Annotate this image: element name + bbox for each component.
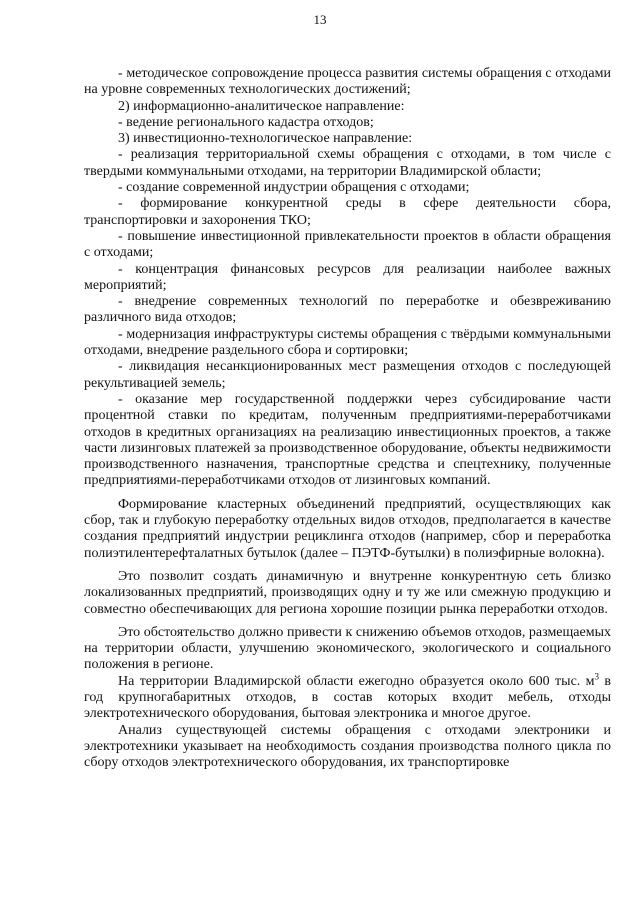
paragraph-bulky-waste	[84, 671, 611, 723]
heading-info-analytical: 2) информационно-аналитическое направление:	[118, 98, 405, 114]
bullet-cadastre: - ведение регионального кадастра отходов;	[118, 114, 374, 130]
bullet-investment-attractiveness: - повышение инвестиционной привлекательности проектов в области обращения с отходами;	[84, 228, 611, 261]
bullet-illegal-dumps: - ликвидация несанкционированных мест размещения отходов с последующей рекультивацией земель;	[84, 359, 611, 391]
paragraph-waste-reduction: Это обстоятельство должно привести к снижению объемов отходов, размещаемых на территории области, улучшению экономического, экологического и социального положения в регионе.	[84, 624, 611, 673]
page-number: 13	[313, 12, 327, 27]
paragraph-clusters: Формирование кластерных объединений предприятий, осуществляющих как сбор, так и глубокую переработку отдельных видов отходов, предполагается в качестве создания предприятий индустрии рециклинга отходов (например, сбор и переработка полиэтилентерефталатных бутылок (далее – ПЭТФ-бутылки) в полиэфирные волокна).	[84, 496, 611, 561]
paragraph-electronics-analysis: Анализ существующей системы обращения с отходами электроники и электротехники указывает на необходимость создания производства полного цикла по сбору отходов электротехнического оборудования, их транспортировке	[84, 722, 611, 771]
cubic-superscript: 3	[594, 671, 600, 682]
bullet-infrastructure-modernization: - модернизация инфраструктуры системы обращения с твёрдыми коммунальными отходами, внедрение раздельного сбора и сортировки;	[84, 326, 611, 359]
bullet-territorial-scheme: - реализация территориальной схемы обращения с отходами, в том числе с твердыми коммунальными отходами, на территории Владимирской области;	[84, 147, 611, 179]
bullet-modern-technologies: - внедрение современных технологий по переработке и обезвреживанию различного вида отходов;	[84, 294, 611, 326]
bulky-waste-text-start: На территории Владимирской области ежегодно образуется около 600 тыс. м	[118, 673, 595, 689]
page-body	[84, 66, 611, 771]
bullet-modern-industry: - создание современной индустрии обращения с отходами;	[118, 180, 470, 196]
bullet-financial-concentration: - концентрация финансовых ресурсов для реализации наиболее важных мероприятий;	[84, 261, 611, 293]
bullet-competitive-environment: - формирование конкурентной среды в сфере деятельности сбора, транспортировки и захоронения ТКО;	[84, 196, 611, 228]
bulky-waste-text-end: в год крупногабаритных отходов, в состав которых входит мебель, отходы электротехнического оборудования, бытовая электроника и многое другое.	[84, 673, 611, 722]
paragraph-competitive-network: Это позволит создать динамичную и внутренне конкурентную сеть близко локализованных предприятий, производящих одну и ту же или смежную продукцию и совместно обеспечивающих для региона хорошие позиции рынка переработки отходов.	[84, 568, 611, 617]
bullet-state-support: - оказание мер государственной поддержки через субсидирование части процентной ставки по кредитам, полученным предприятиями-переработчиками отходов в кредитных организациях на реализацию инвестиционных проектов, а также части лизинговых платежей за производственное оборудование, объекты недвижимости производственного назначения, транспортные средства и спецтехнику, полученные предприятиями-переработчиками отходов от лизинговых компаний.	[84, 391, 611, 489]
heading-investment-technological: 3) инвестиционно-технологическое направление:	[118, 131, 413, 147]
bullet-methodical-support: - методическое сопровождение процесса развития системы обращения с отходами на уровне современных технологических достижений;	[84, 66, 611, 98]
